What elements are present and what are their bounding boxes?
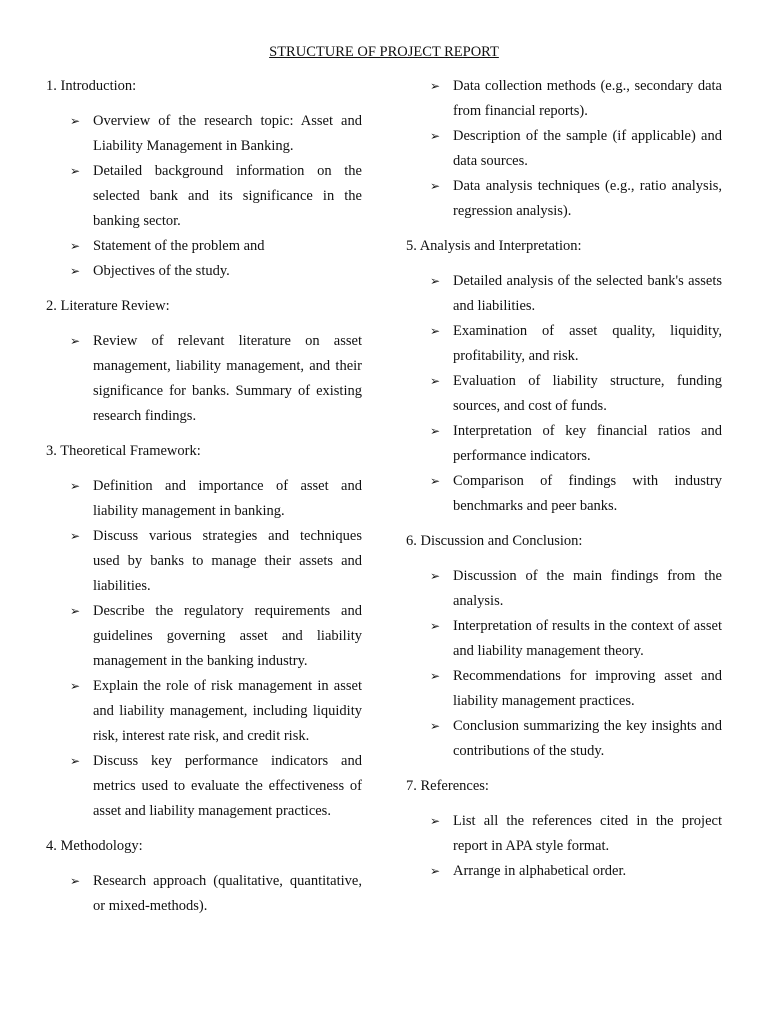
list-item-text: Comparison of findings with industry benchmarks and peer banks. bbox=[453, 473, 722, 514]
section-heading: 5. Analysis and Interpretation: bbox=[406, 238, 582, 254]
list-item bbox=[70, 159, 362, 234]
section-heading: 7. References: bbox=[406, 778, 489, 794]
arrowhead-bullet-icon: ➢ bbox=[70, 679, 81, 693]
list-item bbox=[430, 124, 722, 174]
list-item-text: List all the references cited in the project report in APA style format. bbox=[453, 813, 722, 854]
arrowhead-bullet-icon: ➢ bbox=[430, 374, 441, 388]
list-item bbox=[70, 524, 362, 599]
list-item-text: Interpretation of key financial ratios and performance indicators. bbox=[453, 423, 722, 464]
section-bullet-list bbox=[46, 329, 362, 429]
arrowhead-bullet-icon: ➢ bbox=[430, 619, 441, 633]
report-section bbox=[406, 529, 722, 764]
list-item bbox=[430, 714, 722, 764]
list-item-text: Interpretation of results in the context of asset and liability management theory. bbox=[453, 618, 722, 659]
arrowhead-bullet-icon: ➢ bbox=[430, 79, 441, 93]
list-item-text: Discuss various strategies and techniques used by banks to manage their assets and liabilities. bbox=[93, 528, 362, 594]
list-item-text: Research approach (qualitative, quantitative, or mixed-methods). bbox=[93, 873, 362, 914]
list-item bbox=[430, 269, 722, 319]
list-item-text: Discussion of the main findings from the analysis. bbox=[453, 568, 722, 609]
section-heading: 2. Literature Review: bbox=[46, 298, 170, 314]
report-section bbox=[46, 294, 362, 429]
list-item-text: Review of relevant literature on asset management, liability management, and their significance for banks. Summary of existing research findings. bbox=[93, 333, 362, 424]
arrowhead-bullet-icon: ➢ bbox=[430, 274, 441, 288]
list-item bbox=[70, 109, 362, 159]
section-bullet-list bbox=[406, 809, 722, 884]
list-item-text: Detailed analysis of the selected bank's assets and liabilities. bbox=[453, 273, 722, 314]
arrowhead-bullet-icon: ➢ bbox=[70, 334, 81, 348]
list-item bbox=[430, 564, 722, 614]
list-item bbox=[430, 369, 722, 419]
section-bullet-list bbox=[46, 474, 362, 824]
arrowhead-bullet-icon: ➢ bbox=[430, 179, 441, 193]
report-section bbox=[46, 439, 362, 824]
list-item-text: Explain the role of risk management in asset and liability management, including liquidity risk, interest rate risk, and credit risk. bbox=[93, 678, 362, 744]
list-item bbox=[430, 319, 722, 369]
arrowhead-bullet-icon: ➢ bbox=[70, 604, 81, 618]
page-title: STRUCTURE OF PROJECT REPORT bbox=[269, 44, 499, 60]
arrowhead-bullet-icon: ➢ bbox=[430, 324, 441, 338]
list-item-text: Description of the sample (if applicable) and data sources. bbox=[453, 128, 722, 169]
report-section bbox=[46, 74, 362, 284]
arrowhead-bullet-icon: ➢ bbox=[430, 814, 441, 828]
list-item-text: Evaluation of liability structure, funding sources, and cost of funds. bbox=[453, 373, 722, 414]
list-item-text: Statement of the problem and bbox=[93, 238, 265, 254]
arrowhead-bullet-icon: ➢ bbox=[70, 874, 81, 888]
list-item-text: Definition and importance of asset and liability management in banking. bbox=[93, 478, 362, 519]
list-item-text: Objectives of the study. bbox=[93, 263, 230, 279]
list-item-text: Recommendations for improving asset and liability management practices. bbox=[453, 668, 722, 709]
list-item bbox=[70, 329, 362, 429]
list-item bbox=[430, 174, 722, 224]
arrowhead-bullet-icon: ➢ bbox=[430, 569, 441, 583]
list-item bbox=[70, 674, 362, 749]
list-item-text: Data collection methods (e.g., secondary data from financial reports). bbox=[453, 78, 722, 119]
list-item-text: Arrange in alphabetical order. bbox=[453, 863, 627, 879]
arrowhead-bullet-icon: ➢ bbox=[70, 164, 81, 178]
left-column bbox=[46, 74, 362, 929]
arrowhead-bullet-icon: ➢ bbox=[70, 529, 81, 543]
right-column bbox=[406, 74, 722, 894]
arrowhead-bullet-icon: ➢ bbox=[430, 424, 441, 438]
list-item bbox=[70, 599, 362, 674]
list-item bbox=[430, 419, 722, 469]
list-item bbox=[70, 259, 362, 284]
arrowhead-bullet-icon: ➢ bbox=[430, 669, 441, 683]
arrowhead-bullet-icon: ➢ bbox=[70, 239, 81, 253]
section-heading: 1. Introduction: bbox=[46, 78, 137, 94]
report-section bbox=[406, 234, 722, 519]
list-item-text: Overview of the research topic: Asset and Liability Management in Banking. bbox=[93, 113, 362, 154]
arrowhead-bullet-icon: ➢ bbox=[70, 264, 81, 278]
list-item bbox=[70, 869, 362, 919]
list-item bbox=[430, 859, 722, 884]
section-heading: 6. Discussion and Conclusion: bbox=[406, 533, 583, 549]
section-heading: 4. Methodology: bbox=[46, 838, 143, 854]
list-item bbox=[70, 234, 362, 259]
list-item bbox=[430, 664, 722, 714]
arrowhead-bullet-icon: ➢ bbox=[430, 864, 441, 878]
list-item bbox=[430, 74, 722, 124]
arrowhead-bullet-icon: ➢ bbox=[430, 719, 441, 733]
list-item-text: Detailed background information on the selected bank and its significance in the banking sector. bbox=[93, 163, 362, 229]
arrowhead-bullet-icon: ➢ bbox=[70, 114, 81, 128]
section-bullet-list bbox=[46, 869, 362, 919]
section-bullet-list bbox=[406, 564, 722, 764]
list-item-text: Describe the regulatory requirements and guidelines governing asset and liability management in the banking industry. bbox=[93, 603, 362, 669]
list-item bbox=[430, 809, 722, 859]
list-item-text: Discuss key performance indicators and metrics used to evaluate the effectiveness of asset and liability management practices. bbox=[93, 753, 362, 819]
list-item-text: Examination of asset quality, liquidity, profitability, and risk. bbox=[453, 323, 722, 364]
arrowhead-bullet-icon: ➢ bbox=[430, 474, 441, 488]
arrowhead-bullet-icon: ➢ bbox=[70, 754, 81, 768]
section-heading: 3. Theoretical Framework: bbox=[46, 443, 201, 459]
list-item bbox=[70, 474, 362, 524]
list-item-text: Conclusion summarizing the key insights and contributions of the study. bbox=[453, 718, 722, 759]
report-section bbox=[46, 834, 362, 919]
section-bullet-list bbox=[406, 269, 722, 519]
arrowhead-bullet-icon: ➢ bbox=[70, 479, 81, 493]
report-section bbox=[406, 774, 722, 884]
section-bullet-list bbox=[46, 109, 362, 284]
list-item bbox=[430, 469, 722, 519]
list-item bbox=[430, 614, 722, 664]
list-item-text: Data analysis techniques (e.g., ratio analysis, regression analysis). bbox=[453, 178, 722, 219]
methodology-continued-list bbox=[406, 74, 722, 224]
list-item bbox=[70, 749, 362, 824]
arrowhead-bullet-icon: ➢ bbox=[430, 129, 441, 143]
